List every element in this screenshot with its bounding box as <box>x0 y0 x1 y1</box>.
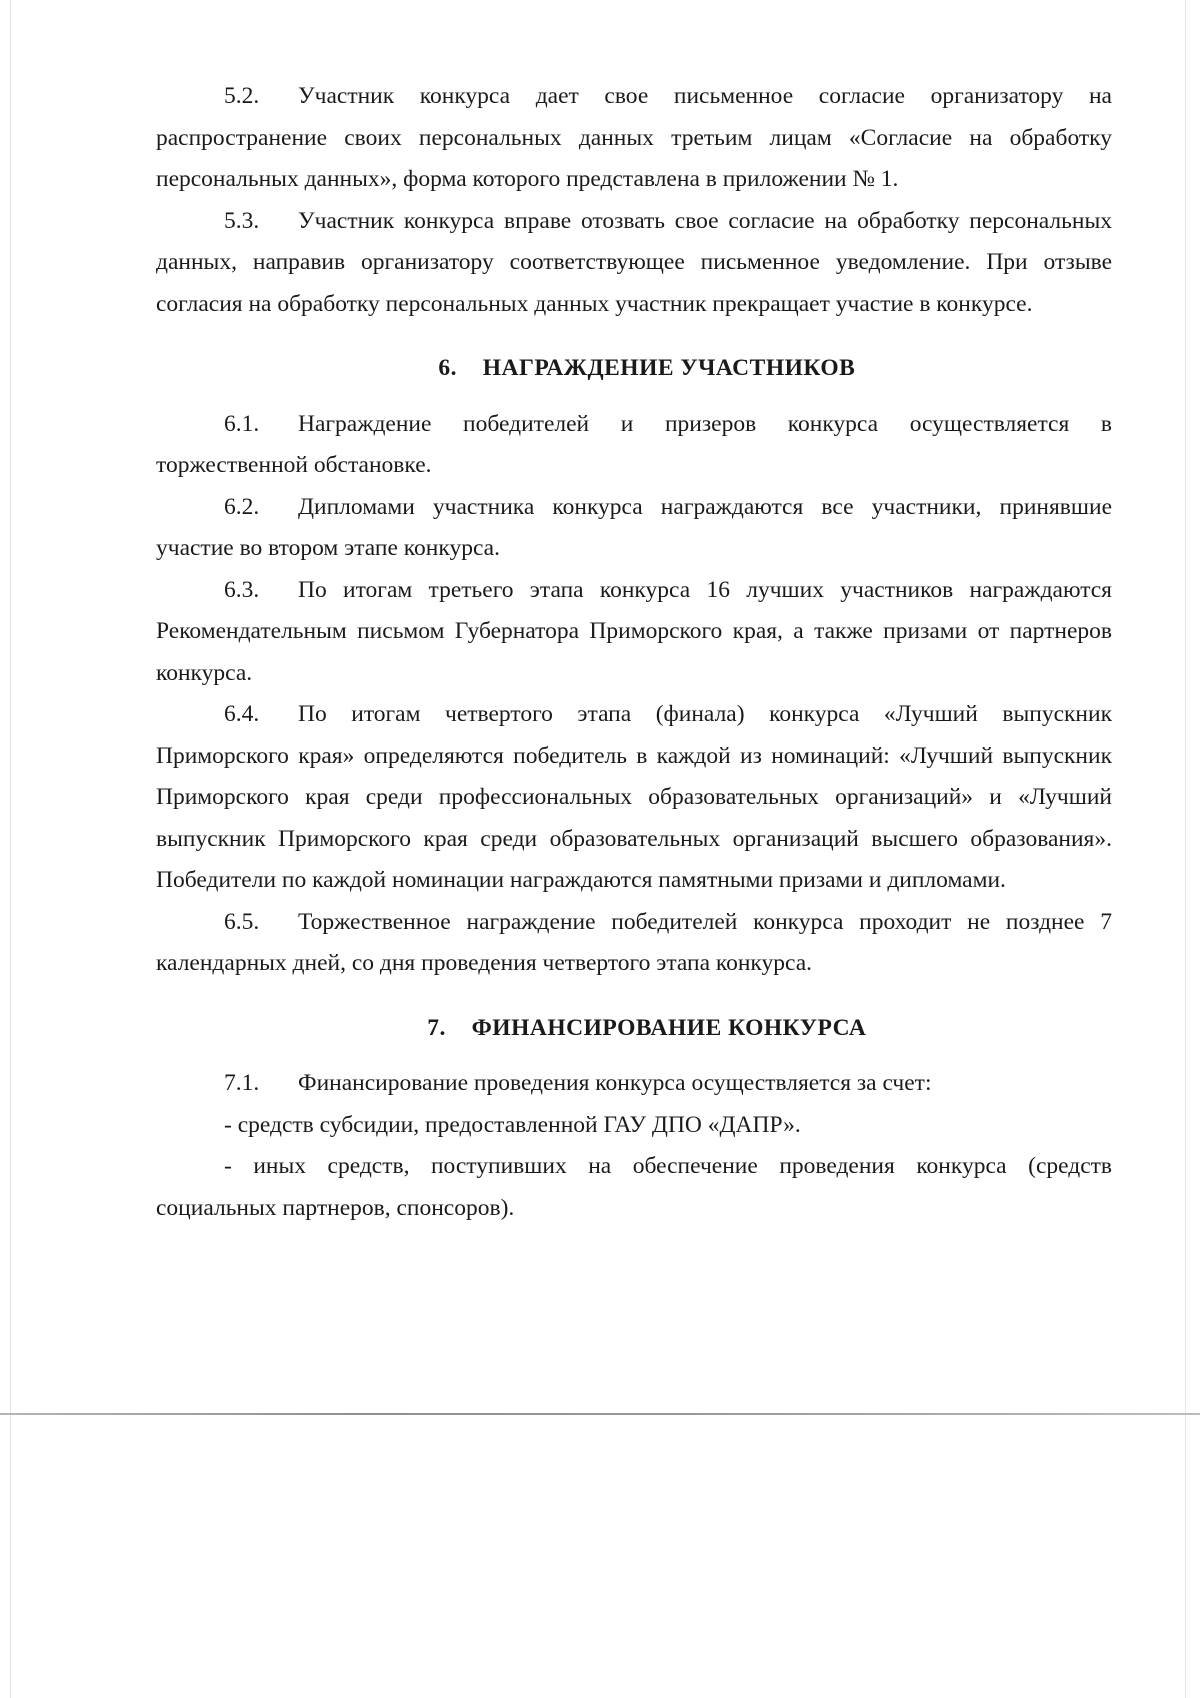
paragraph-5-3 <box>156 201 1112 326</box>
paragraph-number: 6.5. <box>224 908 260 935</box>
paragraph-number: 5.3. <box>224 207 260 234</box>
paragraph-text: По итогам третьего этапа конкурса 16 лучших участников награждаются Рекомендательным письмом Губернатора Приморского края, а также призами от партнеров конкурса. <box>156 576 1112 686</box>
paragraph-number: 5.2. <box>224 83 260 109</box>
section-number: 6. <box>438 355 457 381</box>
scan-left-edge <box>10 0 11 1698</box>
paragraph-6-5 <box>156 902 1112 985</box>
scan-right-edge <box>1185 0 1186 1698</box>
section-title: НАГРАЖДЕНИЕ УЧАСТНИКОВ <box>482 355 856 381</box>
paragraph-6-4 <box>156 694 1112 902</box>
paragraph-text: Торжественное награждение победителей конкурса проходит не позднее 7 календарных дней, со дня проведения четвертого этапа конкурса. <box>156 908 1112 976</box>
section-number: 7. <box>427 1014 446 1041</box>
funding-source-subsidy: - средств субсидии, предоставленной ГАУ ДПО «ДАПР». <box>224 1111 801 1138</box>
funding-source-other: - иных средств, поступивших на обеспечение проведения конкурса (средств социальных партнеров, спонсоров). <box>156 1153 1112 1221</box>
paragraph-6-2 <box>156 487 1112 570</box>
section-heading-6 <box>156 348 1112 390</box>
paragraph-6-3 <box>156 570 1112 695</box>
paragraph-text: Награждение победителей и призеров конкурса осуществляется в торжественной обстановке. <box>156 410 1112 478</box>
paragraph-text: Участник конкурса дает свое письменное согласие организатору на распространение своих персональных данных третьим лицам «Согласие на обработку персональных данных», форма которого представлена в приложении № 1. <box>156 83 1112 192</box>
paragraph-number: 6.1. <box>224 410 260 437</box>
paragraph-text: Финансирование проведения конкурса осуществляется за счет: <box>298 1070 932 1096</box>
paragraph-text: Дипломами участника конкурса награждаются все участники, принявшие участие во втором этапе конкурса. <box>156 493 1112 561</box>
paragraph-number: 6.4. <box>224 701 260 727</box>
section-title: ФИНАНСИРОВАНИЕ КОНКУРСА <box>471 1014 867 1041</box>
paragraph-7-1 <box>156 1063 1112 1105</box>
paragraph-number: 6.3. <box>224 576 260 603</box>
paragraph-number: 6.2. <box>224 493 260 520</box>
document-body <box>156 76 1112 1229</box>
scan-artifact-line <box>0 1413 1200 1415</box>
paragraph-5-2 <box>156 76 1112 201</box>
paragraph-text: Участник конкурса вправе отозвать свое согласие на обработку персональных данных, направив организатору соответствующее письменное уведомление. При отзыве согласия на обработку персональных данных участник прекращает участие в конкурсе. <box>156 207 1112 317</box>
paragraph-text: По итогам четвертого этапа (финала) конкурса «Лучший выпускник Приморского края» определяются победитель в каждой из номинаций: «Лучший выпускник Приморского края среди профессиональных образовательных организаций» и «Лучший выпускник Приморского края среди образовательных организаций высшего образования». Победители по каждой номинации награждаются памятными призами и дипломами. <box>156 701 1112 893</box>
section-heading-7 <box>156 1008 1112 1050</box>
paragraph-number: 7.1. <box>224 1070 260 1096</box>
paragraph-6-1 <box>156 404 1112 487</box>
